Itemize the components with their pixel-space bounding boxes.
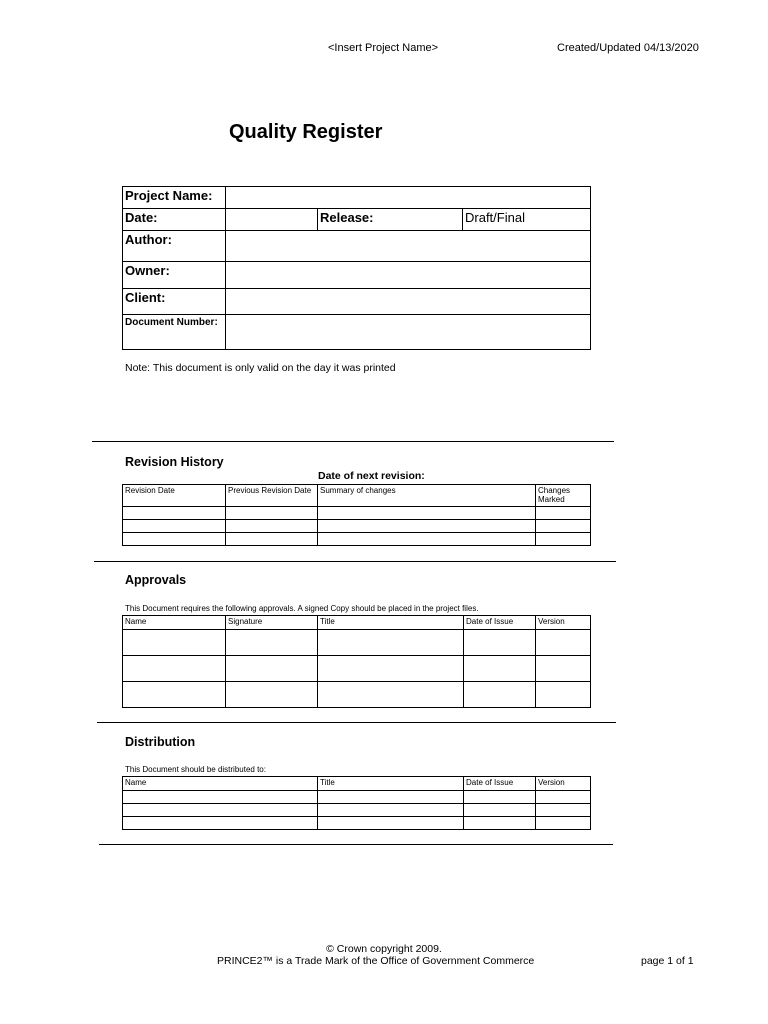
date-field[interactable] — [226, 209, 318, 231]
section-divider — [97, 722, 616, 723]
table-row — [123, 507, 591, 520]
approvals-heading: Approvals — [125, 573, 187, 587]
table-row — [123, 791, 591, 804]
created-updated-date: Created/Updated 04/13/2020 — [557, 42, 699, 54]
document-number-label: Document Number: — [123, 315, 226, 350]
column-header: Changes Marked — [536, 485, 591, 507]
approvals-table — [122, 615, 591, 708]
section-divider — [94, 561, 616, 562]
table-row — [123, 533, 591, 546]
revision-history-heading: Revision History — [125, 455, 224, 469]
next-revision-label: Date of next revision: — [318, 470, 425, 482]
column-header: Date of Issue — [464, 616, 536, 630]
validity-note: Note: This document is only valid on the day it was printed — [125, 362, 396, 374]
page-title: Quality Register — [229, 121, 383, 143]
date-label: Date: — [123, 209, 226, 231]
column-header: Name — [123, 616, 226, 630]
project-info-table — [122, 186, 591, 350]
column-header: Name — [123, 777, 318, 791]
project-name-label: Project Name: — [123, 187, 226, 209]
distribution-note: This Document should be distributed to: — [125, 765, 266, 774]
owner-label: Owner: — [123, 262, 226, 289]
release-value[interactable]: Draft/Final — [463, 209, 591, 231]
client-label: Client: — [123, 289, 226, 315]
copyright-text: © Crown copyright 2009. — [326, 943, 442, 955]
table-row — [123, 656, 591, 682]
distribution-table — [122, 776, 591, 830]
column-header: Revision Date — [123, 485, 226, 507]
table-row — [123, 682, 591, 708]
trademark-line: PRINCE2™ is a Trade Mark of the Office of Government Commerce — [217, 955, 535, 967]
page-number: page 1 of 1 — [641, 955, 694, 967]
column-header: Previous Revision Date — [226, 485, 318, 507]
table-row — [123, 817, 591, 830]
approvals-note: This Document requires the following approvals. A signed Copy should be placed in the project files. — [125, 604, 479, 613]
author-label: Author: — [123, 231, 226, 262]
column-header: Summary of changes — [318, 485, 536, 507]
column-header: Title — [318, 616, 464, 630]
author-field[interactable] — [226, 231, 591, 262]
column-header: Title — [318, 777, 464, 791]
release-label: Release: — [318, 209, 463, 231]
column-header: Version — [536, 777, 591, 791]
column-header: Date of Issue — [464, 777, 536, 791]
table-row — [123, 630, 591, 656]
project-name-field[interactable] — [226, 187, 591, 209]
project-name-placeholder: <Insert Project Name> — [328, 42, 439, 54]
section-divider — [92, 441, 614, 442]
section-divider — [99, 844, 613, 845]
distribution-heading: Distribution — [125, 735, 196, 749]
column-header: Signature — [226, 616, 318, 630]
document-number-field[interactable] — [226, 315, 591, 350]
table-row — [123, 804, 591, 817]
revision-history-table — [122, 484, 591, 546]
table-row — [123, 520, 591, 533]
column-header: Version — [536, 616, 591, 630]
copyright-line — [0, 943, 768, 955]
client-field[interactable] — [226, 289, 591, 315]
owner-field[interactable] — [226, 262, 591, 289]
